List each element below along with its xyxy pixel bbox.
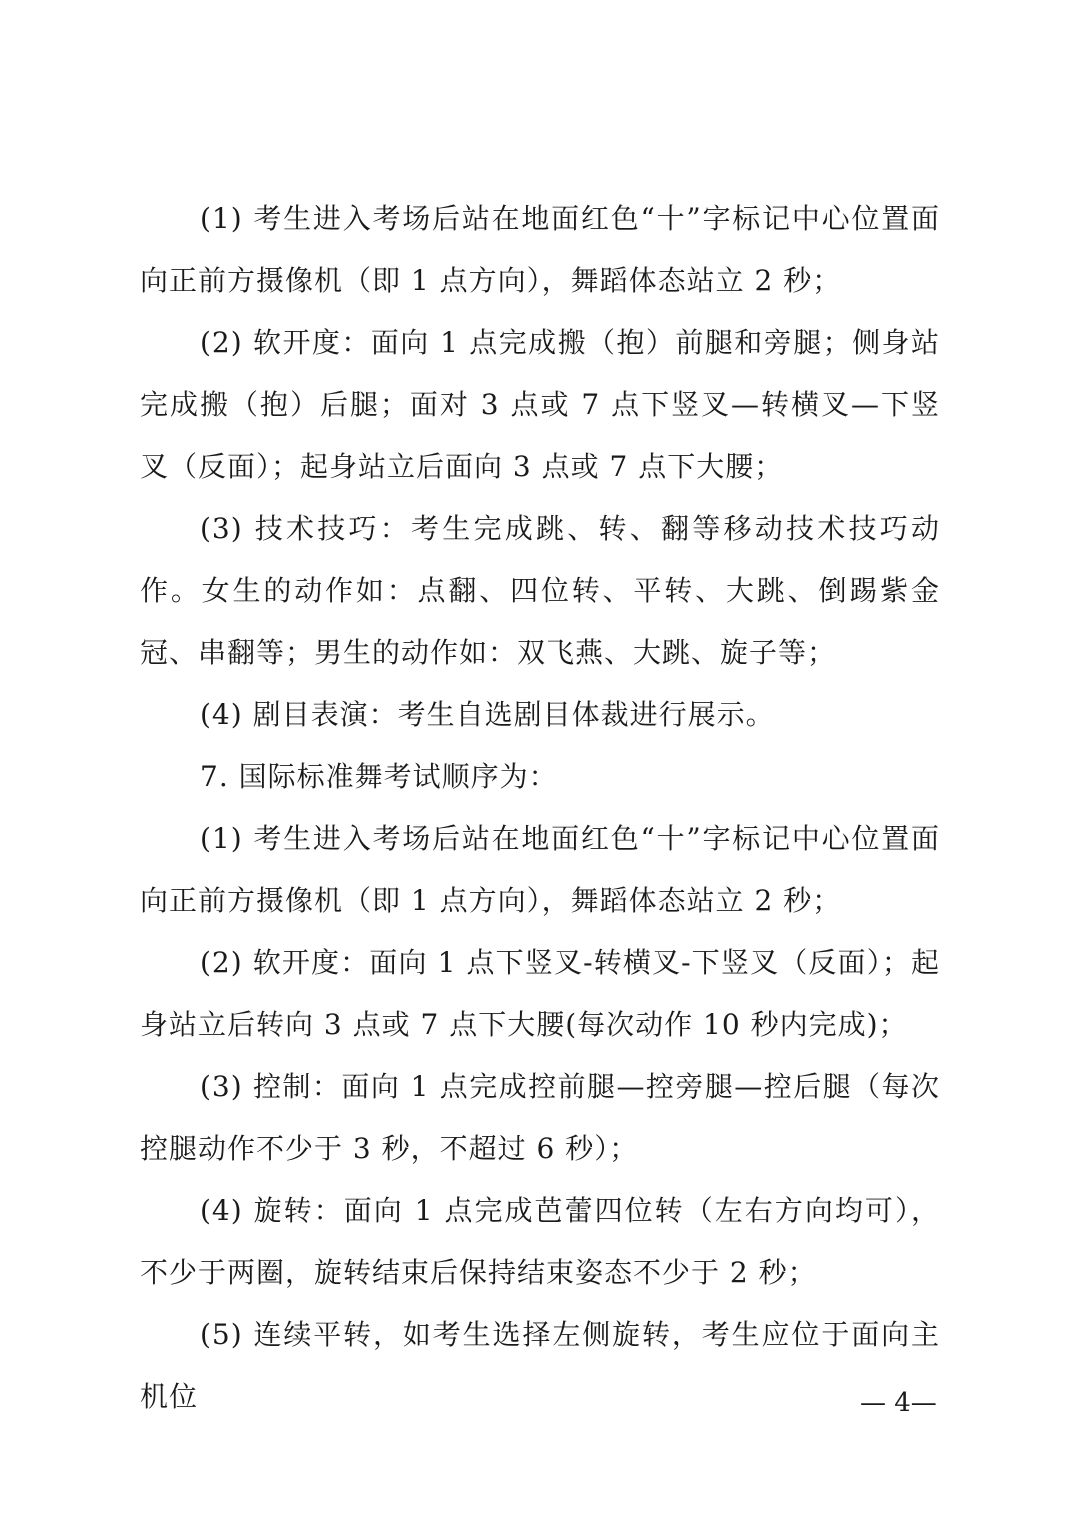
paragraph-7: (3) 控制：面向 1 点完成控前腿—控旁腿—控后腿（每次控腿动作不少于 3 秒，不超过 6 秒）； [140,1070,940,1165]
document-body [140,188,940,1428]
paragraph-1: (1) 考生进入考场后站在地面红色“十”字标记中心位置面向正前方摄像机（即 1 点方向），舞蹈体态站立 2 秒； [140,202,940,297]
paragraph-5: (1) 考生进入考场后站在地面红色“十”字标记中心位置面向正前方摄像机（即 1 点方向），舞蹈体态站立 2 秒； [140,822,940,917]
paragraph-2: (2) 软开度：面向 1 点完成搬（抱）前腿和旁腿；侧身站完成搬（抱）后腿；面对 3 点或 7 点下竖叉—转横叉—下竖叉（反面）；起身站立后面向 3 点或 7 点下大腰； [140,326,940,483]
page-number: — 4— [860,1388,937,1418]
paragraph-8: (4) 旋转：面向 1 点完成芭蕾四位转（左右方向均可），不少于两圈，旋转结束后保持结束姿态不少于 2 秒； [140,1194,940,1289]
paragraph-9: (5) 连续平转，如考生选择左侧旋转，考生应位于面向主机位 [140,1318,940,1413]
paragraph-6: (2) 软开度：面向 1 点下竖叉-转横叉-下竖叉（反面）；起身站立后转向 3 点或 7 点下大腰(每次动作 10 秒内完成)； [140,946,940,1041]
paragraph-3: (3) 技术技巧：考生完成跳、转、翻等移动技术技巧动作。女生的动作如：点翻、四位转、平转、大跳、倒踢紫金冠、串翻等；男生的动作如：双飞燕、大跳、旋子等； [140,512,940,669]
section-heading-7: 7. 国际标准舞考试顺序为： [200,760,558,793]
paragraph-4: (4) 剧目表演：考生自选剧目体裁进行展示。 [200,698,775,731]
